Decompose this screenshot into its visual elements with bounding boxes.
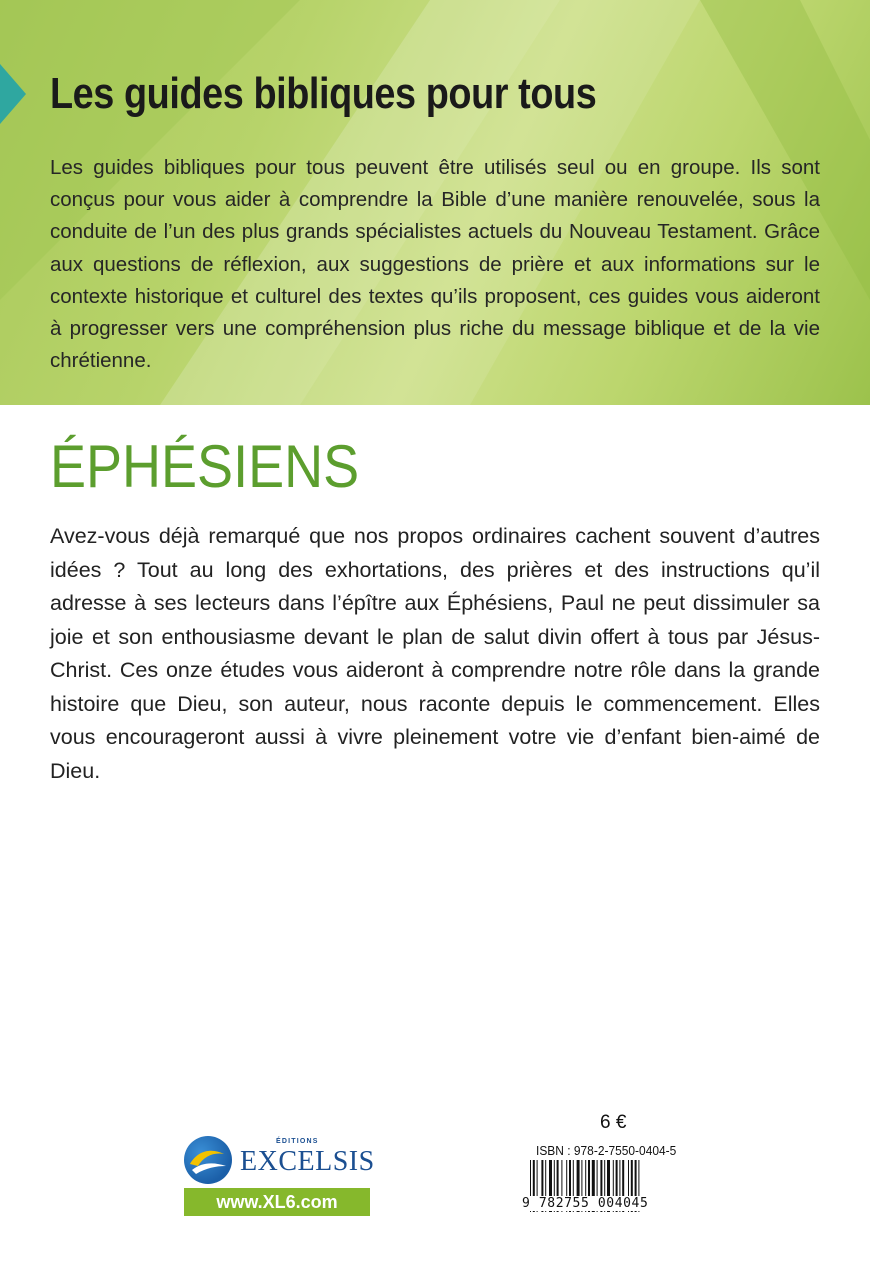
editions-label: ÉDITIONS (276, 1138, 319, 1145)
publisher-name: EXCELSIS (240, 1146, 375, 1177)
website-link[interactable]: www.XL6.com (184, 1188, 370, 1216)
book-description: Avez-vous déjà remarqué que nos propos ordinaires cachent souvent d’autres idées ? Tout au long des exhortations, des prières et des instructions qu’il adresse à ses lecteurs dans l’épître aux Éphésiens, Paul ne peut dissimuler sa joie et son enthousiasme devant le plan de salut divin offert à tous par Jésus-Christ. Ces onze études vous aideront à comprendre notre rôle dans la grande histoire que Dieu, son auteur, nous raconte depuis le commencement. Elles vous encourageront aussi à vivre pleinement votre vie d’enfant bien-aimé de Dieu. (50, 524, 820, 783)
series-title: Les guides bibliques pour tous (50, 69, 597, 118)
book-title: ÉPHÉSIENS (50, 433, 360, 500)
publisher-block (184, 1136, 375, 1212)
isbn-label: ISBN : 978-2-7550-0404-5 (536, 1143, 677, 1158)
series-header-band (0, 0, 870, 405)
excelsis-logo-icon (184, 1136, 232, 1184)
price: 6 € (600, 1112, 627, 1133)
barcode-number: 9 782755 004045 (522, 1196, 682, 1211)
swoosh-icon (188, 1144, 228, 1176)
series-description: Les guides bibliques pour tous peuvent être utilisés seul ou en groupe. Ils sont conçus pour vous aider à comprendre la Bible d’une manière renouvelée, sous la conduite de l’un des plus grands spécialistes actuels du Nouveau Testament. Grâce aux questions de réflexion, aux suggestions de prière et aux informations sur le contexte historique et culturel des textes qu’ils proposent, ces guides vous aideront à progresser vers une compréhension plus riche du message biblique et de la vie chrétienne. (50, 156, 820, 373)
publisher-logo (184, 1136, 375, 1188)
section-marker-icon (0, 64, 26, 124)
